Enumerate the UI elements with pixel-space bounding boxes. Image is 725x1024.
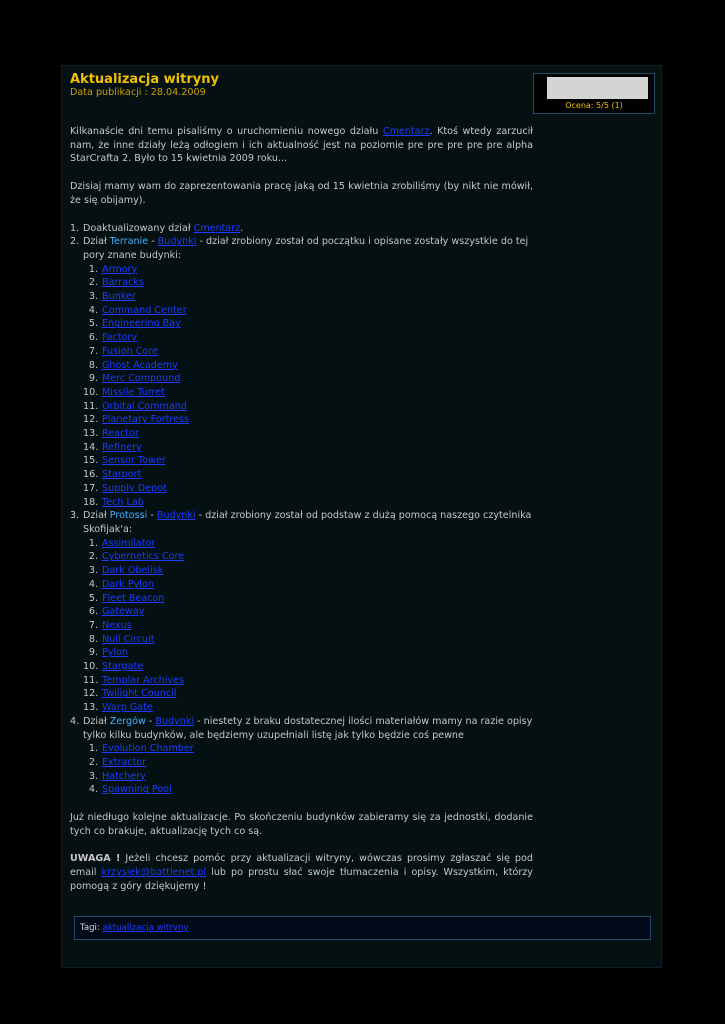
tags-label: Tagi: bbox=[80, 923, 100, 933]
building-item bbox=[83, 619, 533, 633]
building-item bbox=[83, 263, 533, 277]
building-number: 2. bbox=[88, 551, 98, 563]
building-link[interactable]: Missile Turret bbox=[102, 386, 165, 398]
outro-paragraph: Już niedługo kolejne aktualizacje. Po skończeniu budynków zabieramy się za jednostki, dodanie tych co brakuje, aktualizację tych co są. bbox=[70, 812, 533, 837]
intro-paragraph-2: Dzisiaj mamy wam do zaprezentowania pracę jaką od 15 kwietnia zrobiliśmy (by nikt nie mówił, że się obijamy). bbox=[70, 181, 533, 206]
building-number: 11. bbox=[83, 400, 99, 412]
building-item bbox=[83, 742, 533, 756]
building-item bbox=[83, 317, 533, 331]
article-panel bbox=[61, 65, 662, 968]
item-text: - niestety z braku dostatecznej ilości materiałów mamy na razie opisy tylko kilku budynków, ale będziemy uzupełniali listę jak tylko będzie coś pewne bbox=[83, 715, 533, 741]
zergow-buildings-list bbox=[83, 742, 533, 797]
building-number: 1. bbox=[88, 537, 98, 549]
building-item bbox=[83, 674, 533, 688]
building-link[interactable]: Fleet Beacon bbox=[102, 592, 165, 604]
building-number: 17. bbox=[83, 482, 99, 494]
item-text: Dział bbox=[83, 715, 110, 727]
building-item bbox=[83, 605, 533, 619]
building-link[interactable]: Barracks bbox=[102, 277, 144, 289]
item-text: Dział bbox=[83, 236, 110, 248]
building-link[interactable]: Tech Lab bbox=[102, 496, 144, 508]
building-number: 8. bbox=[88, 359, 98, 371]
building-link[interactable]: Nexus bbox=[102, 619, 132, 631]
building-link[interactable]: Dark Pylon bbox=[102, 578, 154, 590]
race-label-zergow: Zergów bbox=[109, 715, 146, 727]
building-link[interactable]: Warp Gate bbox=[102, 702, 153, 714]
building-number: 4. bbox=[88, 578, 98, 590]
building-link[interactable]: Bunker bbox=[102, 291, 136, 303]
building-number: 3. bbox=[88, 291, 98, 303]
race-label-protossi: Protossi bbox=[109, 510, 148, 522]
building-item bbox=[83, 386, 533, 400]
building-item bbox=[83, 304, 533, 318]
building-number: 6. bbox=[88, 606, 98, 618]
building-item bbox=[83, 400, 533, 414]
rating-text: Ocena: 5/5 (1) bbox=[565, 101, 623, 110]
building-item bbox=[83, 454, 533, 468]
update-item-cmentarz bbox=[70, 222, 533, 236]
separator: - bbox=[147, 510, 157, 522]
building-number: 11. bbox=[83, 674, 99, 686]
article-title: Aktualizacja witryny bbox=[70, 72, 219, 87]
building-item bbox=[83, 427, 533, 441]
building-link[interactable]: Templar Archives bbox=[102, 674, 185, 686]
building-link[interactable]: Pylon bbox=[102, 647, 129, 659]
building-link[interactable]: Gateway bbox=[102, 606, 145, 618]
cmentarz-section-link[interactable]: Cmentarz bbox=[193, 222, 241, 234]
separator: - bbox=[148, 236, 158, 248]
building-item bbox=[83, 345, 533, 359]
building-item bbox=[83, 482, 533, 496]
building-link[interactable]: Null Circuit bbox=[102, 633, 155, 645]
building-link[interactable]: Engineering Bay bbox=[102, 318, 181, 330]
building-item bbox=[83, 359, 533, 373]
tag-link[interactable]: aktualizacja witryny bbox=[102, 923, 189, 933]
list-number: 1. bbox=[70, 222, 80, 234]
building-item bbox=[83, 701, 533, 715]
building-number: 14. bbox=[83, 441, 99, 453]
building-link[interactable]: Starport bbox=[102, 469, 142, 481]
item-text: Doaktualizowany dział bbox=[83, 222, 194, 234]
building-link[interactable]: Refinery bbox=[102, 441, 142, 453]
item-text: - dział zrobiony został od początku i opisane zostały wszystkie do tej pory znane budynki: bbox=[83, 236, 529, 261]
tags-box bbox=[74, 916, 651, 940]
building-number: 5. bbox=[88, 318, 98, 330]
building-link[interactable]: Merc Compound bbox=[102, 373, 181, 385]
building-item bbox=[83, 496, 533, 510]
building-link[interactable]: Spawning Pool bbox=[102, 784, 172, 796]
list-number: 2. bbox=[70, 236, 80, 248]
building-link[interactable]: Dark Obelisk bbox=[102, 565, 164, 577]
building-number: 5. bbox=[88, 592, 98, 604]
cmentarz-link[interactable]: Cmentarz bbox=[382, 126, 430, 137]
building-link[interactable]: Cybernetics Core bbox=[102, 551, 185, 563]
building-item bbox=[83, 592, 533, 606]
building-link[interactable]: Hatchery bbox=[102, 770, 146, 782]
building-number: 13. bbox=[83, 428, 99, 440]
uwaga-label: UWAGA ! bbox=[70, 853, 121, 865]
building-link[interactable]: Twilight Council bbox=[102, 688, 177, 700]
building-item bbox=[83, 290, 533, 304]
building-item bbox=[83, 687, 533, 701]
building-item bbox=[83, 564, 533, 578]
item-text: - dział zrobiony został od podstaw z dużą pomocą naszego czytelnika Skofijak'a: bbox=[83, 510, 532, 535]
building-link[interactable]: Evolution Chamber bbox=[102, 743, 194, 755]
building-number: 6. bbox=[88, 332, 98, 344]
building-number: 10. bbox=[83, 386, 99, 398]
uwaga-text: Jeżeli chcesz pomóc przy aktualizacji witryny, wówczas prosimy zgłaszać się pod email bbox=[70, 853, 533, 879]
building-number: 4. bbox=[88, 304, 98, 316]
building-link[interactable]: Assimilator bbox=[102, 537, 156, 549]
protossi-buildings-list bbox=[83, 537, 533, 715]
list-number: 3. bbox=[70, 510, 80, 522]
building-number: 4. bbox=[88, 784, 98, 796]
building-item bbox=[83, 770, 533, 784]
building-link[interactable]: Orbital Command bbox=[102, 400, 187, 412]
building-number: 8. bbox=[88, 633, 98, 645]
building-number: 7. bbox=[88, 345, 98, 357]
update-item-protossi bbox=[70, 509, 533, 715]
building-number: 12. bbox=[83, 688, 99, 700]
building-link[interactable]: Supply Depot bbox=[102, 482, 167, 494]
intro-paragraph-1 bbox=[70, 125, 533, 166]
terranie-buildings-list bbox=[83, 263, 533, 510]
article-content bbox=[70, 125, 533, 894]
building-number: 9. bbox=[88, 373, 98, 385]
building-link[interactable]: Factory bbox=[102, 332, 138, 344]
building-link[interactable]: Planetary Fortress bbox=[102, 414, 190, 426]
building-number: 9. bbox=[88, 647, 98, 659]
building-link[interactable]: Ghost Academy bbox=[102, 359, 178, 371]
building-number: 1. bbox=[88, 743, 98, 755]
building-number: 12. bbox=[83, 414, 99, 426]
list-number: 4. bbox=[70, 715, 80, 727]
building-item bbox=[83, 550, 533, 564]
building-number: 18. bbox=[83, 496, 99, 508]
building-number: 7. bbox=[88, 619, 98, 631]
building-link[interactable]: Fusion Core bbox=[102, 345, 158, 357]
building-number: 2. bbox=[88, 277, 98, 289]
building-item bbox=[83, 331, 533, 345]
building-number: 1. bbox=[88, 263, 98, 275]
building-number: 16. bbox=[83, 469, 99, 481]
race-label-terranie: Terranie bbox=[109, 236, 149, 248]
uwaga-text-after: lub po prostu słać swoje tłumaczenia i opisy. Wszystkim, którzy pomogą z góry dziękujemy ! bbox=[70, 867, 533, 892]
building-number: 15. bbox=[83, 455, 99, 467]
building-link[interactable]: Sensor Tower bbox=[102, 455, 166, 467]
rating-bar[interactable] bbox=[547, 77, 648, 99]
building-item bbox=[83, 756, 533, 770]
building-item bbox=[83, 441, 533, 455]
building-number: 3. bbox=[88, 565, 98, 577]
building-number: 13. bbox=[83, 702, 99, 714]
building-item bbox=[83, 276, 533, 290]
terranie-buildings-link[interactable]: Budynki bbox=[157, 236, 197, 248]
building-link[interactable]: Extractor bbox=[102, 756, 147, 768]
intro-text: Kilkanaście dni temu pisaliśmy o uruchomieniu nowego działu bbox=[70, 126, 383, 137]
protossi-buildings-link[interactable]: Budynki bbox=[156, 510, 196, 522]
building-item bbox=[83, 660, 533, 674]
intro-text-after: . Ktoś wtedy zarzucił nam, że inne działy leżą odłogiem i ich aktualność jest na poziomie pre pre pre pre pre alpha StarCrafta 2. Było to 15 kwietnia 2009 roku... bbox=[70, 126, 533, 165]
building-item bbox=[83, 413, 533, 427]
update-item-zergow bbox=[70, 715, 533, 797]
rating-widget[interactable] bbox=[533, 73, 655, 114]
update-list bbox=[70, 222, 533, 798]
uwaga-paragraph bbox=[70, 852, 533, 893]
building-link[interactable]: Armory bbox=[102, 263, 138, 275]
building-link[interactable]: Reactor bbox=[102, 428, 139, 440]
publication-date: Data publikacji : 28.04.2009 bbox=[70, 87, 206, 98]
update-item-terranie bbox=[70, 235, 533, 509]
building-item bbox=[83, 646, 533, 660]
building-number: 2. bbox=[88, 756, 98, 768]
item-text: Dział bbox=[83, 510, 110, 522]
building-item bbox=[83, 372, 533, 386]
zergow-buildings-link[interactable]: Budynki bbox=[155, 715, 195, 727]
building-item bbox=[83, 633, 533, 647]
building-item bbox=[83, 468, 533, 482]
email-link[interactable]: krzysiek@battlenet.pl bbox=[101, 867, 207, 879]
building-item bbox=[83, 783, 533, 797]
building-number: 3. bbox=[88, 770, 98, 782]
building-number: 10. bbox=[83, 661, 99, 673]
building-link[interactable]: Command Center bbox=[102, 304, 187, 316]
building-item bbox=[83, 537, 533, 551]
building-item bbox=[83, 578, 533, 592]
separator: - bbox=[145, 715, 156, 727]
building-link[interactable]: Stargate bbox=[102, 661, 144, 673]
item-text: . bbox=[240, 222, 244, 234]
